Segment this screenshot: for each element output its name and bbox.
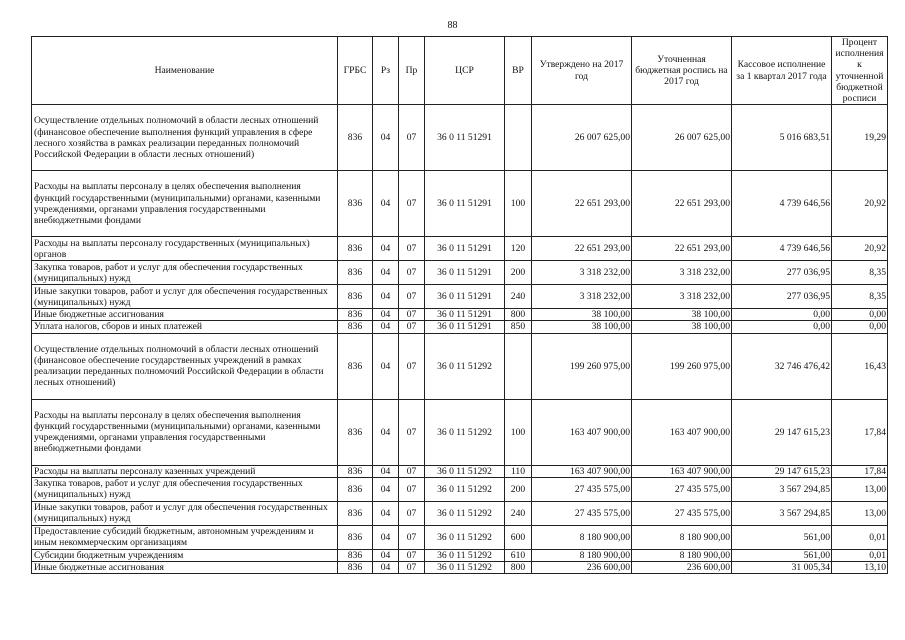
row-pr: 07 xyxy=(399,321,425,333)
row-grbs: 836 xyxy=(338,399,373,465)
row-approved: 27 435 575,00 xyxy=(532,501,632,525)
row-vr: 610 xyxy=(505,549,532,561)
row-vr: 800 xyxy=(505,309,532,321)
row-csr: 36 0 11 51292 xyxy=(425,562,505,574)
row-refined: 3 318 232,00 xyxy=(632,261,732,285)
row-percent: 0,00 xyxy=(832,321,888,333)
row-cash: 4 739 646,56 xyxy=(732,171,832,237)
row-rz: 04 xyxy=(373,465,399,477)
row-pr: 07 xyxy=(399,465,425,477)
row-cash: 561,00 xyxy=(732,549,832,561)
row-name: Уплата налогов, сборов и иных платежей xyxy=(32,321,338,333)
row-approved: 27 435 575,00 xyxy=(532,477,632,501)
row-grbs: 836 xyxy=(338,237,373,261)
row-name: Предоставление субсидий бюджетным, автономным учреждениям и иным некоммерческим организациям xyxy=(32,525,338,549)
table-header-row xyxy=(32,37,888,105)
row-refined: 22 651 293,00 xyxy=(632,237,732,261)
row-refined: 26 007 625,00 xyxy=(632,105,732,171)
row-csr: 36 0 11 51292 xyxy=(425,465,505,477)
row-cash: 0,00 xyxy=(732,321,832,333)
row-pr: 07 xyxy=(399,562,425,574)
row-approved: 22 651 293,00 xyxy=(532,171,632,237)
row-cash: 277 036,95 xyxy=(732,261,832,285)
row-percent: 17,84 xyxy=(832,465,888,477)
row-refined: 27 435 575,00 xyxy=(632,477,732,501)
row-grbs: 836 xyxy=(338,285,373,309)
row-rz: 04 xyxy=(373,105,399,171)
row-percent: 17,84 xyxy=(832,399,888,465)
row-grbs: 836 xyxy=(338,477,373,501)
row-rz: 04 xyxy=(373,399,399,465)
row-refined: 8 180 900,00 xyxy=(632,549,732,561)
row-refined: 27 435 575,00 xyxy=(632,501,732,525)
header-name: Наименование xyxy=(32,37,338,105)
row-vr: 100 xyxy=(505,171,532,237)
row-pr: 07 xyxy=(399,399,425,465)
row-vr: 850 xyxy=(505,321,532,333)
row-percent: 13,10 xyxy=(832,562,888,574)
table-row xyxy=(32,333,888,399)
row-csr: 36 0 11 51292 xyxy=(425,525,505,549)
row-name: Закупка товаров, работ и услуг для обеспечения государственных (муниципальных) нужд xyxy=(32,477,338,501)
row-percent: 16,43 xyxy=(832,333,888,399)
row-cash: 277 036,95 xyxy=(732,285,832,309)
row-csr: 36 0 11 51292 xyxy=(425,333,505,399)
row-cash: 4 739 646,56 xyxy=(732,237,832,261)
row-approved: 163 407 900,00 xyxy=(532,465,632,477)
row-cash: 5 016 683,51 xyxy=(732,105,832,171)
row-csr: 36 0 11 51292 xyxy=(425,549,505,561)
row-refined: 163 407 900,00 xyxy=(632,399,732,465)
table-row xyxy=(32,171,888,237)
row-grbs: 836 xyxy=(338,309,373,321)
budget-execution-table xyxy=(31,36,888,574)
row-rz: 04 xyxy=(373,171,399,237)
row-vr: 100 xyxy=(505,399,532,465)
header-cash: Кассовое исполнение за 1 квартал 2017 года xyxy=(732,37,832,105)
table-row xyxy=(32,261,888,285)
row-percent: 13,00 xyxy=(832,501,888,525)
row-grbs: 836 xyxy=(338,321,373,333)
row-refined: 38 100,00 xyxy=(632,321,732,333)
row-pr: 07 xyxy=(399,171,425,237)
row-vr xyxy=(505,105,532,171)
row-pr: 07 xyxy=(399,285,425,309)
table-row xyxy=(32,285,888,309)
row-rz: 04 xyxy=(373,285,399,309)
row-vr xyxy=(505,333,532,399)
table-row xyxy=(32,309,888,321)
row-csr: 36 0 11 51292 xyxy=(425,477,505,501)
row-vr: 200 xyxy=(505,477,532,501)
row-name: Иные бюджетные ассигнования xyxy=(32,309,338,321)
row-name: Расходы на выплаты персоналу государственных (муниципальных) органов xyxy=(32,237,338,261)
row-csr: 36 0 11 51292 xyxy=(425,501,505,525)
row-pr: 07 xyxy=(399,309,425,321)
row-rz: 04 xyxy=(373,562,399,574)
table-row xyxy=(32,237,888,261)
row-rz: 04 xyxy=(373,477,399,501)
row-percent: 19,29 xyxy=(832,105,888,171)
row-pr: 07 xyxy=(399,105,425,171)
row-refined: 3 318 232,00 xyxy=(632,285,732,309)
row-grbs: 836 xyxy=(338,562,373,574)
row-rz: 04 xyxy=(373,549,399,561)
row-name: Осуществление отдельных полномочий в области лесных отношений (финансовое обеспечение государственных учреждений в рамках реализации переданных полномочий Российской Федерации в области лесных отношений) xyxy=(32,333,338,399)
row-percent: 20,92 xyxy=(832,237,888,261)
row-vr: 240 xyxy=(505,501,532,525)
row-pr: 07 xyxy=(399,549,425,561)
header-rz: Рз xyxy=(373,37,399,105)
row-percent: 8,35 xyxy=(832,285,888,309)
row-refined: 38 100,00 xyxy=(632,309,732,321)
row-name: Расходы на выплаты персоналу казенных учреждений xyxy=(32,465,338,477)
row-vr: 200 xyxy=(505,261,532,285)
row-name: Иные бюджетные ассигнования xyxy=(32,562,338,574)
row-pr: 07 xyxy=(399,237,425,261)
row-cash: 561,00 xyxy=(732,525,832,549)
row-csr: 36 0 11 51291 xyxy=(425,309,505,321)
row-grbs: 836 xyxy=(338,261,373,285)
row-name: Осуществление отдельных полномочий в области лесных отношений (финансовое обеспечение выполнения функций управления в сфере лесного хозяйства в рамках реализации переданных полномочий Российской Федерации в области лесных отношений) xyxy=(32,105,338,171)
row-cash: 29 147 615,23 xyxy=(732,465,832,477)
row-cash: 3 567 294,85 xyxy=(732,501,832,525)
header-grbs: ГРБС xyxy=(338,37,373,105)
header-refined: Уточненная бюджетная роспись на 2017 год xyxy=(632,37,732,105)
table-row xyxy=(32,465,888,477)
row-cash: 32 746 476,42 xyxy=(732,333,832,399)
row-rz: 04 xyxy=(373,309,399,321)
table-row xyxy=(32,562,888,574)
table-row xyxy=(32,549,888,561)
row-percent: 13,00 xyxy=(832,477,888,501)
row-vr: 110 xyxy=(505,465,532,477)
row-csr: 36 0 11 51291 xyxy=(425,285,505,309)
row-percent: 20,92 xyxy=(832,171,888,237)
table-row xyxy=(32,501,888,525)
row-approved: 199 260 975,00 xyxy=(532,333,632,399)
row-grbs: 836 xyxy=(338,333,373,399)
row-refined: 236 600,00 xyxy=(632,562,732,574)
row-vr: 240 xyxy=(505,285,532,309)
row-approved: 163 407 900,00 xyxy=(532,399,632,465)
row-refined: 22 651 293,00 xyxy=(632,171,732,237)
row-grbs: 836 xyxy=(338,549,373,561)
row-percent: 0,00 xyxy=(832,309,888,321)
row-grbs: 836 xyxy=(338,465,373,477)
row-pr: 07 xyxy=(399,525,425,549)
row-pr: 07 xyxy=(399,501,425,525)
row-percent: 0,01 xyxy=(832,549,888,561)
table-row xyxy=(32,477,888,501)
header-pr: Пр xyxy=(399,37,425,105)
row-approved: 8 180 900,00 xyxy=(532,549,632,561)
row-grbs: 836 xyxy=(338,501,373,525)
row-name: Расходы на выплаты персоналу в целях обеспечения выполнения функций государственными (муниципальными) органами, казенными учреждениями, органами управления государственными внебюджетными фондами xyxy=(32,171,338,237)
row-rz: 04 xyxy=(373,333,399,399)
row-grbs: 836 xyxy=(338,525,373,549)
row-rz: 04 xyxy=(373,321,399,333)
row-name: Иные закупки товаров, работ и услуг для обеспечения государственных (муниципальных) нужд xyxy=(32,285,338,309)
table-row xyxy=(32,105,888,171)
row-approved: 38 100,00 xyxy=(532,321,632,333)
row-rz: 04 xyxy=(373,237,399,261)
row-rz: 04 xyxy=(373,501,399,525)
row-name: Иные закупки товаров, работ и услуг для обеспечения государственных (муниципальных) нужд xyxy=(32,501,338,525)
row-cash: 29 147 615,23 xyxy=(732,399,832,465)
row-approved: 8 180 900,00 xyxy=(532,525,632,549)
row-csr: 36 0 11 51291 xyxy=(425,237,505,261)
row-rz: 04 xyxy=(373,261,399,285)
row-csr: 36 0 11 51291 xyxy=(425,321,505,333)
row-cash: 0,00 xyxy=(732,309,832,321)
row-approved: 38 100,00 xyxy=(532,309,632,321)
header-approved: Утверждено на 2017 год xyxy=(532,37,632,105)
row-pr: 07 xyxy=(399,261,425,285)
row-name: Субсидии бюджетным учреждениям xyxy=(32,549,338,561)
header-csr: ЦСР xyxy=(425,37,505,105)
row-grbs: 836 xyxy=(338,171,373,237)
row-approved: 3 318 232,00 xyxy=(532,285,632,309)
row-name: Закупка товаров, работ и услуг для обеспечения государственных (муниципальных) нужд xyxy=(32,261,338,285)
row-cash: 31 005,34 xyxy=(732,562,832,574)
row-approved: 26 007 625,00 xyxy=(532,105,632,171)
row-pr: 07 xyxy=(399,477,425,501)
row-percent: 0,01 xyxy=(832,525,888,549)
table-row xyxy=(32,525,888,549)
row-pr: 07 xyxy=(399,333,425,399)
row-approved: 22 651 293,00 xyxy=(532,237,632,261)
row-csr: 36 0 11 51291 xyxy=(425,171,505,237)
page-number: 88 xyxy=(447,20,458,31)
row-vr: 120 xyxy=(505,237,532,261)
row-name: Расходы на выплаты персоналу в целях обеспечения выполнения функций государственными (муниципальными) органами, казенными учреждениями, органами управления государственными внебюджетными фондами xyxy=(32,399,338,465)
row-csr: 36 0 11 51291 xyxy=(425,105,505,171)
row-vr: 600 xyxy=(505,525,532,549)
table-row xyxy=(32,399,888,465)
row-approved: 236 600,00 xyxy=(532,562,632,574)
row-csr: 36 0 11 51292 xyxy=(425,399,505,465)
row-vr: 800 xyxy=(505,562,532,574)
row-cash: 3 567 294,85 xyxy=(732,477,832,501)
table-row xyxy=(32,321,888,333)
row-rz: 04 xyxy=(373,525,399,549)
row-grbs: 836 xyxy=(338,105,373,171)
row-approved: 3 318 232,00 xyxy=(532,261,632,285)
header-vr: ВР xyxy=(505,37,532,105)
row-percent: 8,35 xyxy=(832,261,888,285)
row-csr: 36 0 11 51291 xyxy=(425,261,505,285)
row-refined: 163 407 900,00 xyxy=(632,465,732,477)
header-percent: Процент исполнения к уточненной бюджетной росписи xyxy=(832,37,888,105)
row-refined: 199 260 975,00 xyxy=(632,333,732,399)
row-refined: 8 180 900,00 xyxy=(632,525,732,549)
